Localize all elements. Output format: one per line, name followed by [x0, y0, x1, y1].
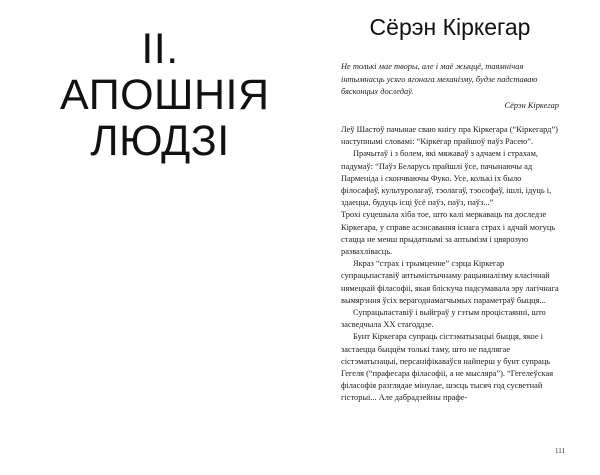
section-number: II. [141, 25, 179, 73]
epigraph-text: Не толькі мае творы, але і маё жыццё, таямнічая інтымнасць усяго ягонага механізму, будзе падставаю бясконцых доследаў. [341, 62, 538, 96]
paragraph: Бунт Кіркегара супраць сістэматызацыі быцця, якое і застаецца быццём толькі таму, што не падлягае сістэматызацыі, персаніфікаваўся найперш у бунт супраць Гегеля (“прафесара філасофіі, а не мысляра”). “Гегелеўская філасофія разглядае мінулае, шэсць тысяч год сусветнай гісторыі... Але дабрадзейны прафе- [341, 332, 554, 403]
paragraph: Леў Шастоў пачынае сваю кнігу пра Кіркегара (“Кіркегард”) наступнымі словамі: “Кіркегар прайшоў паўз Расею”. [341, 125, 558, 147]
epigraph-attribution: Сёрэн Кіркегар [504, 100, 559, 110]
section-title-line-2: ЛЮДЗІ [90, 117, 230, 165]
paragraph: Якраз “страх і трымценне” сэрца Кіркегар супрацьпаставіў аптымістычнаму рацыяналізму класічнай нямецкай філасофіі, якая бліскуча падсумавала эру лагічнага вымярэння ўсіх верагоднамагчымых параметраў быцця... [341, 259, 559, 305]
body-text [341, 124, 559, 405]
epigraph [341, 61, 559, 112]
paragraph: Трохі суцешыла хіба тое, што калі меркаваць па доследзе Кіркегара, у справе асэнсавання існага страх і адчай могуць стацца не менш прыдатнымі за аптымізм і цвярозую развахлівасць. [341, 210, 556, 257]
paragraph: Супрацьпаставіў і выйграў у гэтым процістаянні, што засведчыла XX стагоддзе. [341, 308, 546, 330]
page-number: 111 [555, 447, 565, 455]
section-heading [60, 25, 270, 165]
paragraph: Прачытаў і з болем, які мяжаваў з адчаем і страхам, падумаў: “Паўз Беларусь прайшлі ўсе, пачынаючы ад Парменіда і скончваючы Фуко. Усе, колькі іх было філосафаў, культуролагаў, тэолагаў, тэософаў, ішлі, ідуць і, здаецца, будуць ісці ўсё паўз, паўз, паўз...” [341, 149, 552, 208]
right-page [300, 0, 600, 475]
chapter-title: Сёрэн Кіркегар [369, 14, 531, 40]
section-title-line-1: АПОШНІЯ [60, 71, 270, 119]
